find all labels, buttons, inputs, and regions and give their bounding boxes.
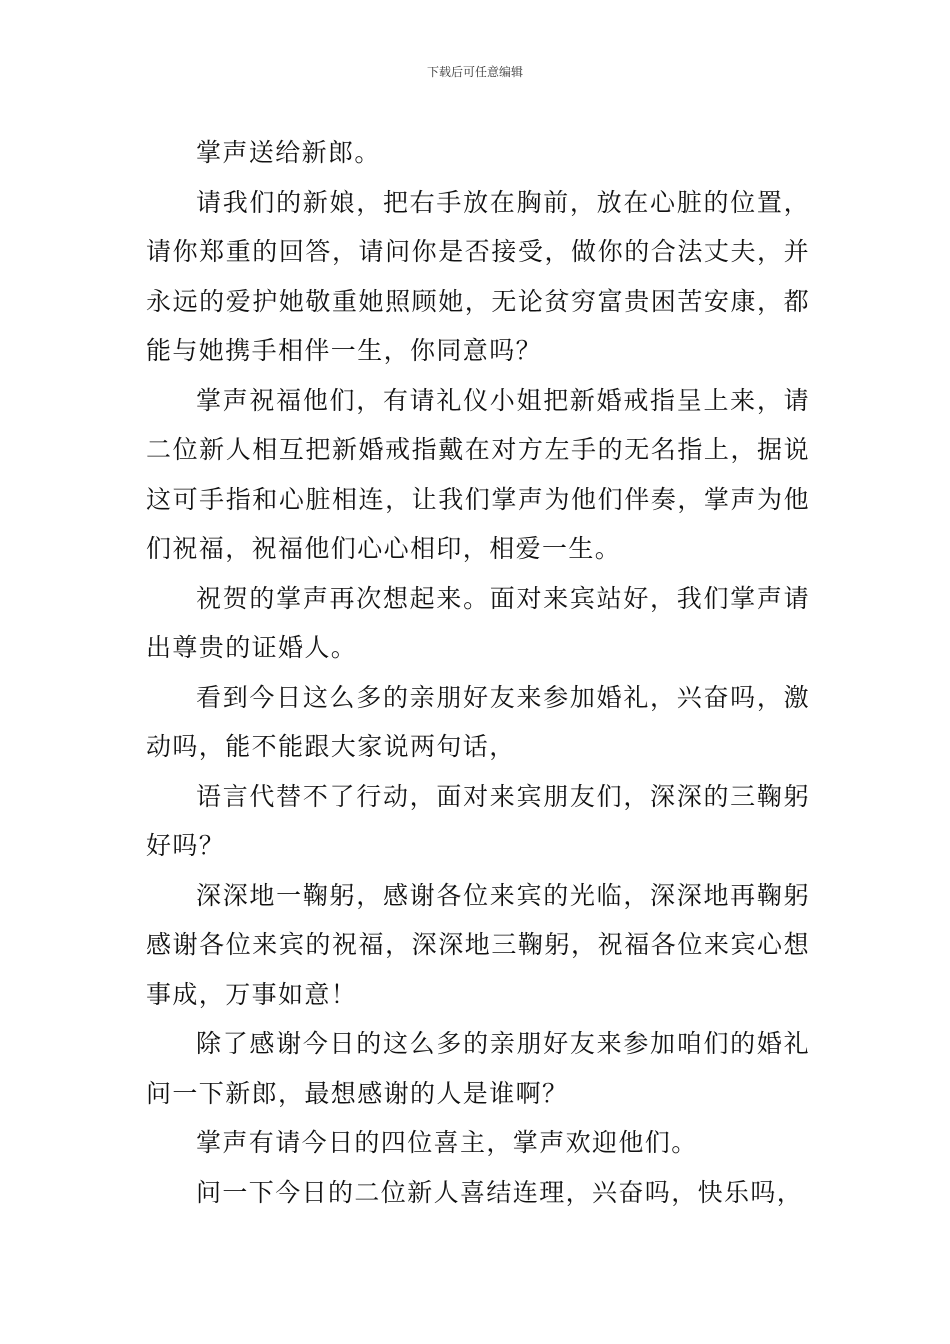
paragraph: 问一下今日的二位新人喜结连理，兴奋吗，快乐吗， xyxy=(196,1177,804,1207)
paragraph: 掌声有请今日的四位喜主，掌声欢迎他们。 xyxy=(196,1128,698,1157)
header-note: 下载后可任意编辑 xyxy=(426,65,523,79)
paragraph: 深深地一鞠躬，感谢各位来宾的光临，深深地再鞠躬感谢各位来宾的祝福，深深地三鞠躬，祝福各位来宾心想事成，万事如意！ xyxy=(146,880,810,1009)
paragraph: 祝贺的掌声再次想起来。面对来宾站好，我们掌声请出尊贵的证婚人。 xyxy=(146,583,810,662)
document-body xyxy=(146,128,810,1217)
paragraph: 除了感谢今日的这么多的亲朋好友来参加咱们的婚礼问一下新郎，最想感谢的人是谁啊？ xyxy=(146,1029,810,1108)
paragraph: 掌声祝福他们，有请礼仪小姐把新婚戒指呈上来，请二位新人相互把新婚戒指戴在对方左手的无名指上，据说这可手指和心脏相连，让我们掌声为他们伴奏，掌声为他们祝福，祝福他们心心相印，相爱一生。 xyxy=(146,385,810,563)
paragraph: 看到今日这么多的亲朋好友来参加婚礼，兴奋吗，激动吗，能不能跟大家说两句话， xyxy=(146,682,810,761)
paragraph: 请我们的新娘，把右手放在胸前，放在心脏的位置，请你郑重的回答，请问你是否接受，做你的合法丈夫，并永远的爱护她敬重她照顾她，无论贫穷富贵困苦安康，都能与她携手相伴一生，你同意吗？ xyxy=(146,187,810,365)
paragraph: 语言代替不了行动，面对来宾朋友们，深深的三鞠躬好吗？ xyxy=(146,781,810,860)
paragraph: 掌声送给新郎。 xyxy=(196,138,381,167)
